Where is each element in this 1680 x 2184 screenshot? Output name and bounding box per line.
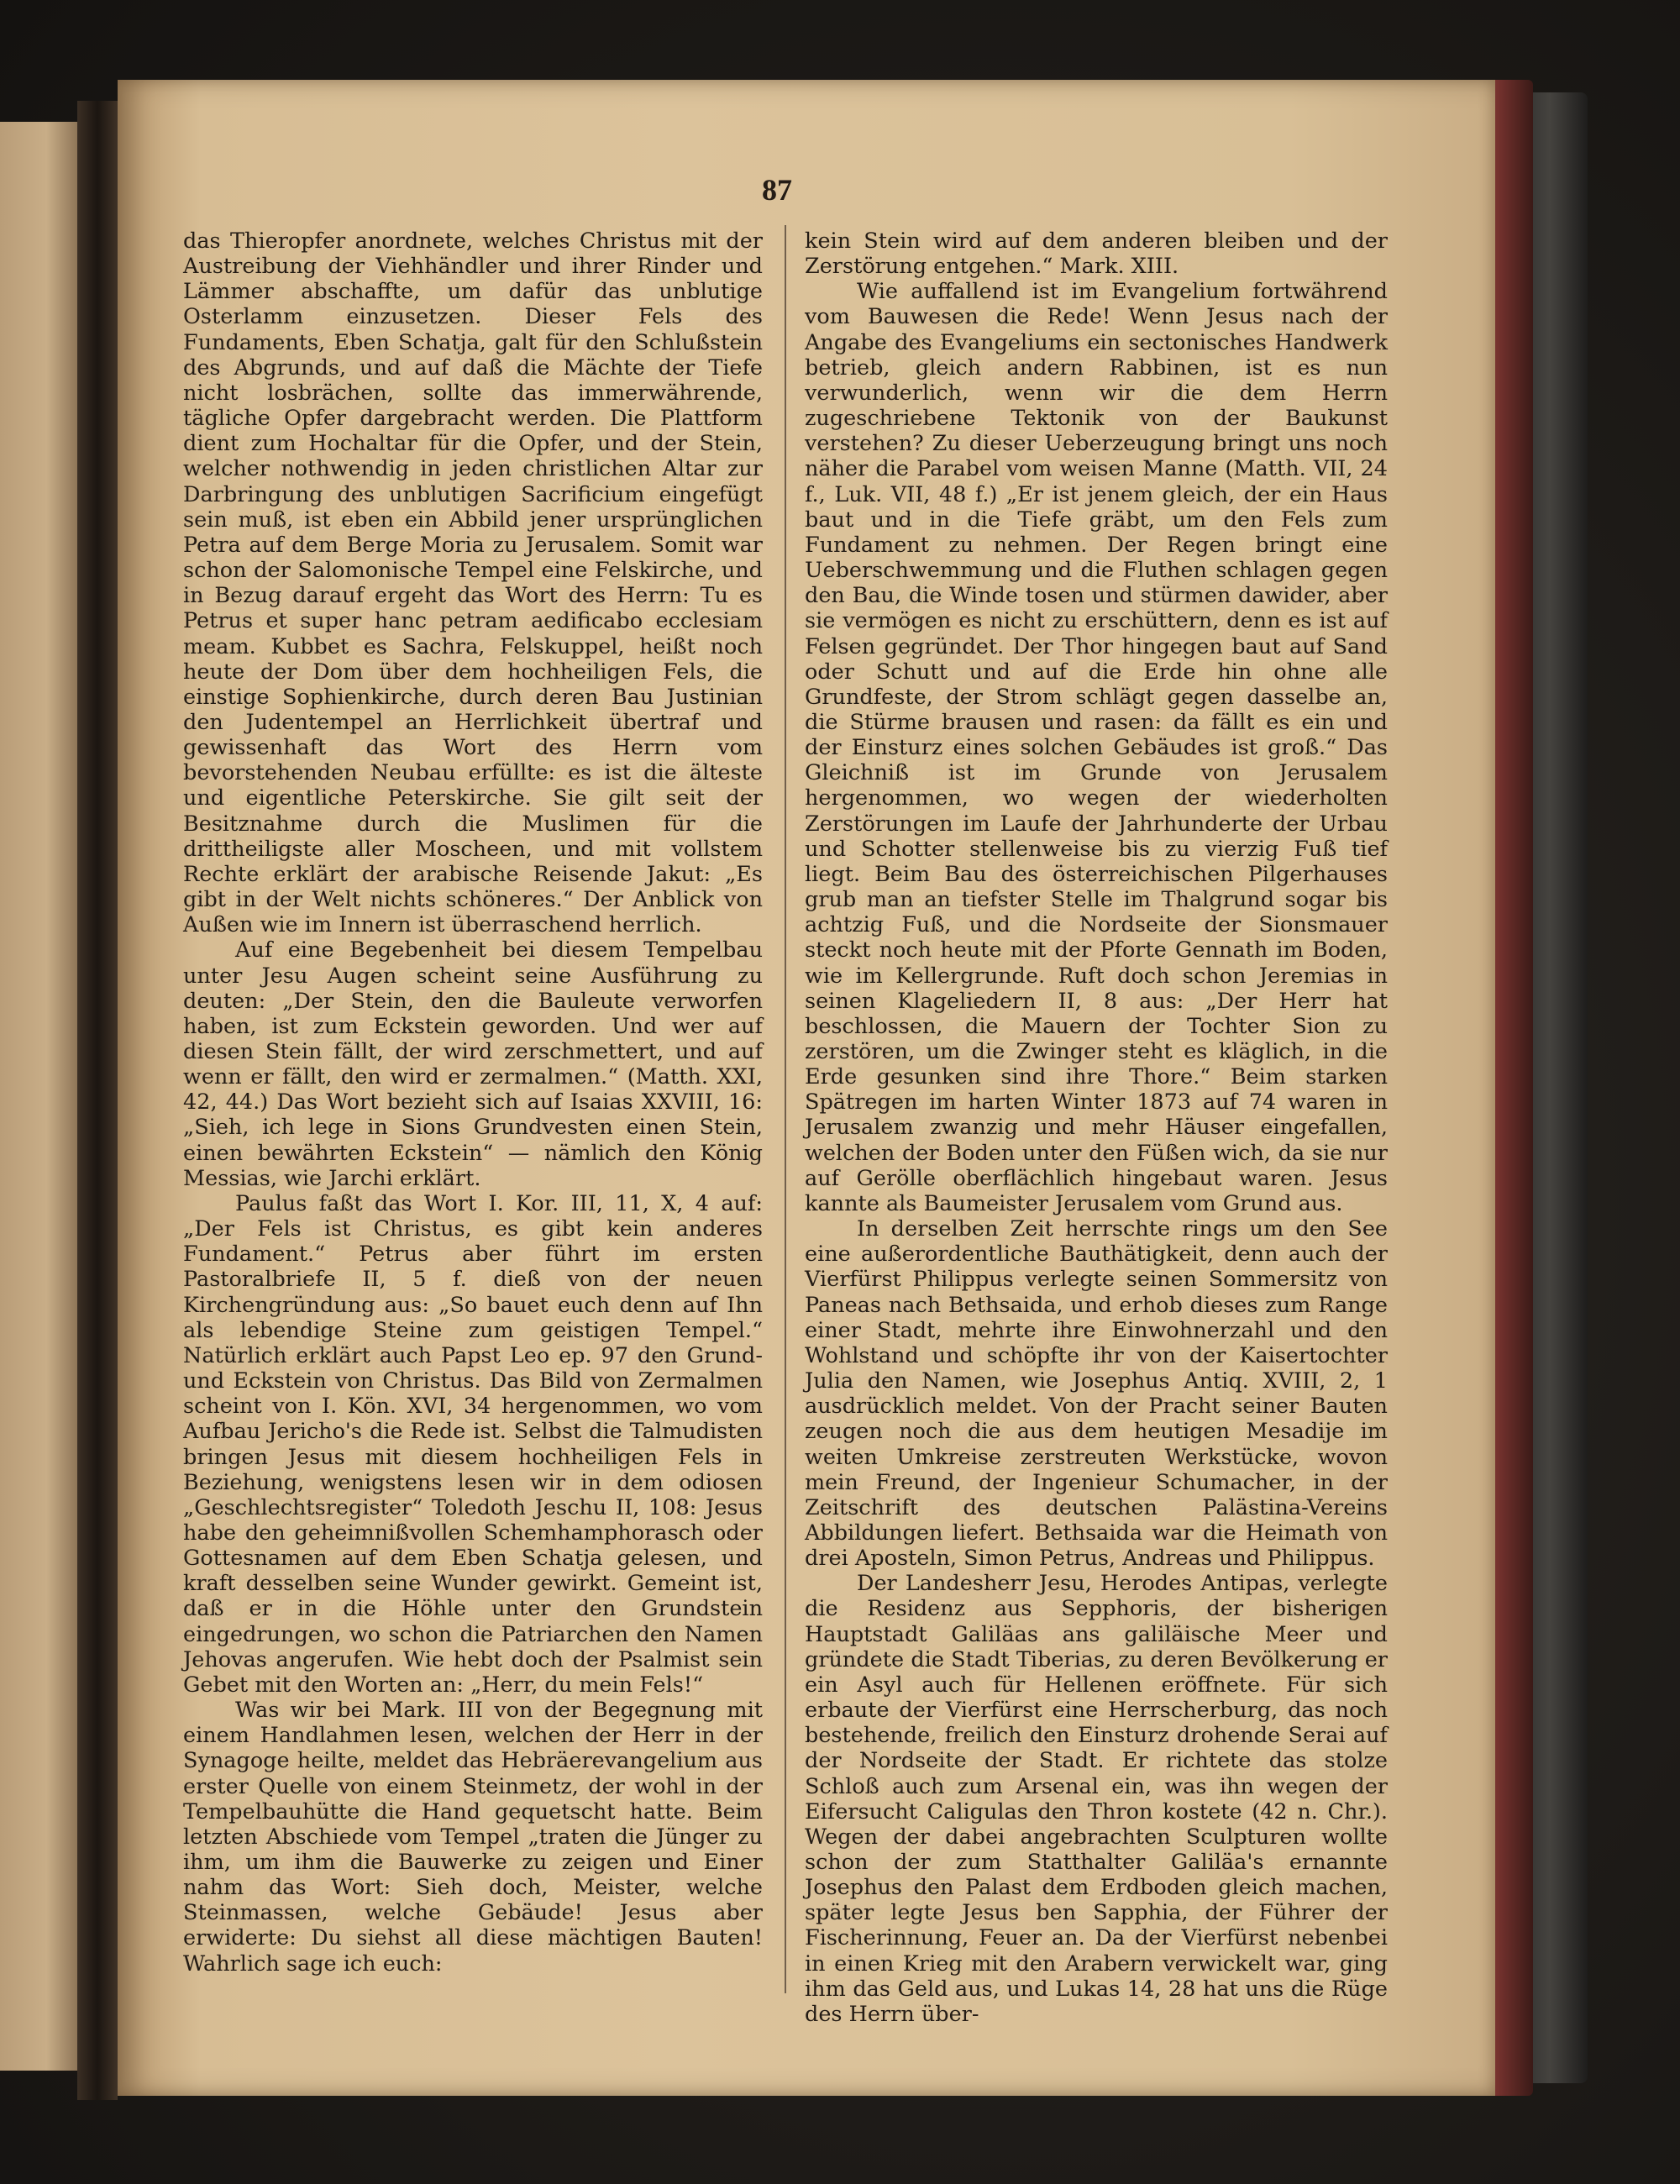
page-number: 87 (762, 173, 792, 207)
paragraph: Wie auffallend ist im Evangelium fortwährend vom Bauwesen die Rede! Wenn Jesus nach der Angabe des Evangeliums ein sectonisches Handwerk betrieb, gleich andern Rabbinen, ist es nun verwunderlich, wenn wir die dem Herrn zugeschriebene Tektonik von der Baukunst verstehen? Zu dieser Ueberzeugung bringt uns noch näher die Parabel vom weisen Manne (Matth. VII, 24 f., Luk. VII, 48 f.) „Er ist jenem gleich, der ein Haus baut und in die Tiefe gräbt, um den Fels zum Fundament zu nehmen. Der Regen bringt eine Ueberschwemmung und die Fluthen schlagen gegen den Bau, die Winde tosen und stürmen dawider, aber sie vermögen es nicht zu erschüttern, denn es ist auf Felsen gegründet. Der Thor hingegen baut auf Sand oder Schutt und auf die Erde hin ohne alle Grundfeste, der Strom schlägt gegen dasselbe an, die Stürme brausen und rasen: da fällt es ein und der Einsturz eines solchen Gebäudes ist groß.“ Das Gleichniß ist im Grunde von Jerusalem hergenommen, wo wegen der wiederholten Zerstörungen im Laufe der Jahrhunderte der Urbau und Schotter stellenweise bis zu vierzig Fuß tief liegt. Beim Bau des österreichischen Pilgerhauses grub man an tiefster Stelle im Thalgrund sogar bis achtzig Fuß, und die Nordseite der Sionsmauer steckt noch heute mit der Pforte Gennath im Boden, wie im Kellergrunde. Ruft doch schon Jeremias in seinen Klageliedern II, 8 aus: „Der Herr hat beschlossen, die Mauern der Tochter Sion zu zerstören, um die Zwinger steht es kläglich, in die Erde gesunken sind ihre Thore.“ Beim starken Spätregen im harten Winter 1873 auf 74 waren in Jerusalem zwanzig und mehr Häuser eingefallen, welchen der Boden unter den Füßen wich, da sie nur auf Gerölle oberflächlich hingebaut waren. Jesus kannte als Baumeister Jerusalem vom Grund aus. (805, 279, 1388, 1216)
paragraph: Der Landesherr Jesu, Herodes Antipas, verlegte die Residenz aus Sepphoris, der bisherigen Hauptstadt Galiläas ans galiläische Meer und gründete die Stadt Tiberias, zu deren Bevölkerung er ein Asyl auch für Hellenen eröffnete. Für sich erbaute der Vierfürst eine Herrscherburg, das noch bestehende, freilich den Einsturz drohende Serai auf der Nordseite der Stadt. Er richtete das stolze Schloß auch zum Arsenal ein, was ihn wegen der Eifersucht Caligulas den Thron kostete (42 n. Chr.). Wegen der dabei angebrachten Sculpturen wollte schon der zum Statthalter Galiläa's ernannte Josephus den Palast dem Erdboden gleich machen, später legte Jesus ben Sapphia, der Führer der Fischerinnung, Feuer an. Da der Vierfürst nebenbei in einen Krieg mit den Arabern verwickelt war, ging ihm das Geld aus, und Lukas 14, 28 hat uns die Rüge des Herrn über- (805, 1571, 1388, 2027)
paragraph: In derselben Zeit herrschte rings um den See eine außerordentliche Bauthätigkeit, denn auch der Vierfürst Philippus verlegte seinen Sommersitz von Paneas nach Bethsaida, und erhob dieses zum Range einer Stadt, mehrte ihre Einwohnerzahl und den Wohlstand und schöpfte ihr von der Kaisertochter Julia den Namen, wie Josephus Antiq. XVIII, 2, 1 ausdrücklich meldet. Von der Pracht seiner Bauten zeugen noch die aus dem heutigen Mesadije im weiten Umkreise zerstreuten Werkstücke, wovon mein Freund, der Ingenieur Schumacher, in der Zeitschrift des deutschen Palästina-Vereins Abbildungen liefert. Bethsaida war die Heimath von drei Aposteln, Simon Petrus, Andreas und Philippus. (805, 1216, 1388, 1572)
paragraph: kein Stein wird auf dem anderen bleiben und der Zerstörung entgehen.“ Mark. XIII. (805, 228, 1388, 280)
book-gutter (77, 101, 118, 2100)
paragraph: das Thieropfer anordnete, welches Christus mit der Austreibung der Viehhändler und ihrer Rinder und Lämmer abschaffte, um dafür das unblutige Osterlamm einzusetzen. Dieser Fels des Fundaments, Eben Schatja, galt für den Schlußstein des Abgrunds, und auf daß die Mächte der Tiefe nicht losbrächen, sollte das immerwährende, tägliche Opfer dargebracht werden. Die Plattform dient zum Hochaltar für die Opfer, und der Stein, welcher nothwendig in jeden christlichen Altar zur Darbringung des unblutigen Sacrificium eingefügt sein muß, ist eben ein Abbild jener ursprünglichen Petra auf dem Berge Moria zu Jerusalem. Somit war schon der Salomonische Tempel eine Felskirche, und in Bezug darauf ergeht das Wort des Herrn: Tu es Petrus et super hanc petram aedificabo ecclesiam meam. Kubbet es Sachra, Felskuppel, heißt noch heute der Dom über dem hochheiligen Fels, die einstige Sophienkirche, durch deren Bau Justinian den Judentempel an Herrlichkeit übertraf und gewissenhaft das Wort des Herrn vom bevorstehenden Neubau erfüllte: es ist die älteste und eigentliche Peterskirche. Sie gilt seit der Besitznahme durch die Muslimen für die drittheiligste aller Moscheen, und mit vollstem Rechte erklärt der arabische Reisende Jakut: „Es gibt in der Welt nichts schöneres.“ Der Anblick von Außen wie im Innern ist überraschend herrlich. (183, 228, 763, 938)
left-text-column (183, 228, 763, 1992)
column-divider (785, 225, 786, 1993)
facing-page-edge (0, 122, 80, 2071)
paragraph: Was wir bei Mark. III von der Begegnung mit einem Handlahmen lesen, welchen der Herr in der Synagoge heilte, meldet das Hebräerevangelium aus erster Quelle von einem Steinmetz, der wohl in der Tempelbauhütte die Hand gequetscht hatte. Beim letzten Abschiede vom Tempel „traten die Jünger zu ihm, um ihm die Bauwerke zu zeigen und Einer nahm das Wort: Sieh doch, Meister, welche Steinmassen, welche Gebäude! Jesus aber erwiderte: Du siehst all diese mächtigen Bauten! Wahrlich sage ich euch: (183, 1698, 763, 1977)
right-text-column (805, 228, 1388, 2027)
paragraph: Auf eine Begebenheit bei diesem Tempelbau unter Jesu Augen scheint seine Ausführung zu deuten: „Der Stein, den die Bauleute verworfen haben, ist zum Eckstein geworden. Und wer auf diesen Stein fällt, der wird zerschmettert, und auf wenn er fällt, den wird er zermalmen.“ (Matth. XXI, 42, 44.) Das Wort bezieht sich auf Isaias XXVIII, 16: „Sieh, ich lege in Sions Grundvesten einen Stein, einen bewährten Eckstein“ — nämlich den König Messias, wie Jarchi erklärt. (183, 937, 763, 1191)
paragraph: Paulus faßt das Wort I. Kor. III, 11, X, 4 auf: „Der Fels ist Christus, es gibt kein anderes Fundament.“ Petrus aber führt im ersten Pastoralbriefe II, 5 f. dieß von der neuen Kirchengründung aus: „So bauet euch denn auf Ihn als lebendige Steine zum geistigen Tempel.“ Natürlich erklärt auch Papst Leo ep. 97 den Grund- und Eckstein von Christus. Das Bild von Zermalmen scheint von I. Kön. XVI, 34 hergenommen, wo vom Aufbau Jericho's die Rede ist. Selbst die Talmudisten bringen Jesus mit diesem hochheiligen Fels in Beziehung, wenigstens lesen wir in dem odiosen „Geschlechtsregister“ Toledoth Jeschu II, 108: Jesus habe den geheimnißvollen Schemhamphorasch oder Gottesnamen auf dem Eben Schatja gelesen, und kraft desselben seine Wunder gewirkt. Gemeint ist, daß er in die Höhle unter den Grundstein eingedrungen, wo schon die Patriarchen den Namen Jehovas angerufen. Wie hebt doch der Psalmist sein Gebet mit den Worten an: „Herr, du mein Fels!“ (183, 1190, 763, 1698)
